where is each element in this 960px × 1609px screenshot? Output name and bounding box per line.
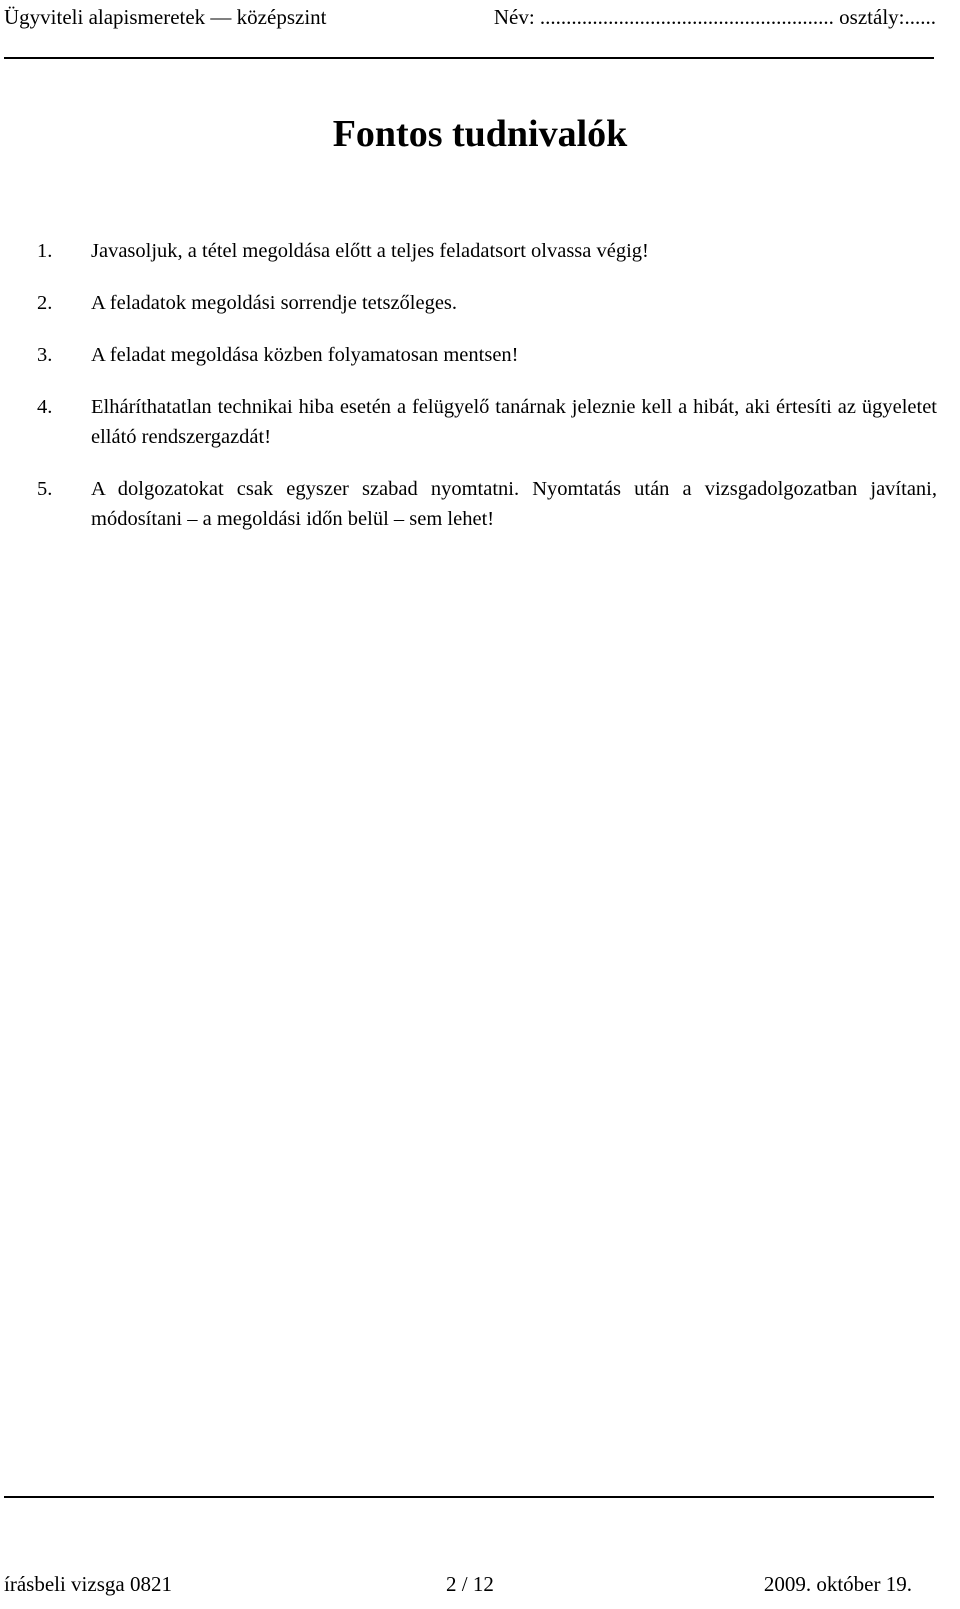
instruction-number: 2. (37, 292, 53, 314)
page-title: Fontos tudnivalók (332, 113, 628, 155)
page-header (4, 2, 956, 32)
instruction-text: A dolgozatokat csak egyszer szabad nyomtatni. Nyomtatás után a vizsgadolgozatban javítani, módosítani – a megoldási időn belül – sem lehet! (91, 478, 937, 530)
instruction-text: A feladat megoldása közben folyamatosan mentsen! (91, 344, 519, 366)
instruction-number: 4. (37, 396, 53, 418)
footer-exam-code: írásbeli vizsga 0821 (4, 1572, 172, 1596)
instruction-text: Elháríthatatlan technikai hiba esetén a felügyelő tanárnak jeleznie kell a hibát, aki értesíti az ügyeletet ellátó rendszergazdát! (91, 396, 937, 448)
instruction-text: A feladatok megoldási sorrendje tetszőleges. (91, 292, 458, 314)
instruction-item (37, 340, 937, 370)
footer-divider (4, 1496, 934, 1498)
instruction-text: Javasoljuk, a tétel megoldása előtt a teljes feladatsort olvassa végig! (91, 240, 649, 262)
header-divider (4, 57, 934, 59)
instruction-number: 3. (37, 344, 53, 366)
header-subject: Ügyviteli alapismeretek — középszint (4, 5, 327, 29)
instruction-item (37, 288, 937, 318)
footer-date: 2009. október 19. (763, 1572, 912, 1596)
instruction-item (37, 474, 937, 534)
footer-page-number: 2 / 12 (446, 1572, 494, 1596)
instruction-number: 1. (37, 240, 53, 262)
instructions-list (37, 236, 937, 556)
instruction-number: 5. (37, 478, 53, 500)
instruction-item (37, 392, 937, 452)
header-name-class-field: Név: ........................................................ osztály:...... (493, 5, 936, 29)
instruction-item (37, 236, 937, 266)
page-footer (4, 1568, 934, 1600)
